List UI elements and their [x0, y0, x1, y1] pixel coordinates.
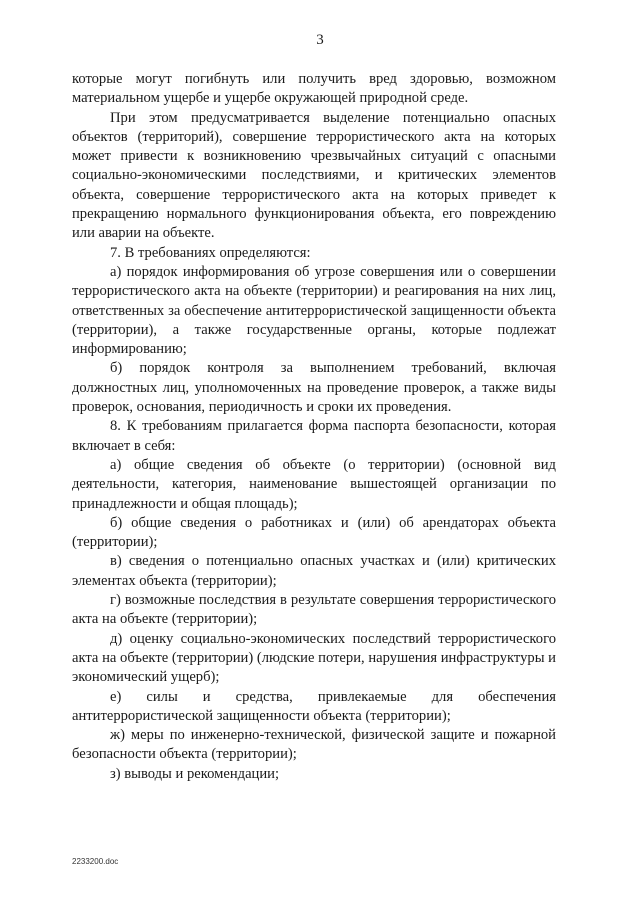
paragraph-item-8z: з) выводы и рекомендации; — [110, 765, 280, 782]
paragraph-item-8v: в) сведения о потенциально опасных участках и (или) критических элементах объекта (территории); — [72, 553, 556, 589]
paragraph-item-7b: б) порядок контроля за выполнением требований, включая должностных лиц, уполномоченных на проведение проверок, а также виды проверок, основания, периодичность и сроки их проведения. — [72, 360, 556, 416]
paragraph-item-7a: а) порядок информирования об угрозе совершения или о совершении террористического акта на объекте (территории) и реагирования на них лиц, ответственных за обеспечение антитеррористической защищенности объекта (территории), а также государственные органы, которые подлежат информированию; — [72, 263, 556, 358]
paragraph-hazardous-objects: При этом предусматривается выделение потенциально опасных объектов (территорий), совершение террористического акта на которых может привести к возникновению чрезвычайных ситуаций с опасными социально-экономическими последствиями, и критических элементов объекта, совершение террористического акта на которых приведет к прекращению нормального функционирования объекта, его повреждению или аварии на объекте. — [72, 109, 556, 242]
paragraph-item-8b: б) общие сведения о работниках и (или) об арендаторах объекта (территории); — [72, 514, 556, 551]
page-number: 3 — [316, 32, 324, 48]
footer-document-code: 2233200.doc — [72, 857, 119, 866]
paragraph-item-8a: а) общие сведения об объекте (о территории) (основной вид деятельности, категория, наименование вышестоящей организации по принадлежности и общая площадь); — [72, 456, 556, 512]
paragraph-item-8g: г) возможные последствия в результате совершения террористического акта на объекте (территории); — [72, 592, 556, 628]
paragraph-item-7: 7. В требованиях определяются: — [110, 244, 311, 261]
paragraph-item-8: 8. К требованиям прилагается форма паспорта безопасности, которая включает в себя: — [72, 418, 556, 454]
document-body — [72, 70, 556, 784]
paragraph-item-8e: е) силы и средства, привлекаемые для обеспечения антитеррористической защищенности объекта (территории); — [72, 688, 556, 724]
paragraph-item-8d: д) оценку социально-экономических последствий террористического акта на объекте (территории) (людские потери, нарушения инфраструктуры и экономический ущерб); — [72, 630, 556, 686]
paragraph-item-8zh: ж) меры по инженерно-технической, физической защите и пожарной безопасности объекта (территории); — [72, 727, 556, 763]
paragraph-continuation: которые могут погибнуть или получить вред здоровью, возможном материальном ущербе и ущербе окружающей природной среде. — [72, 71, 556, 107]
